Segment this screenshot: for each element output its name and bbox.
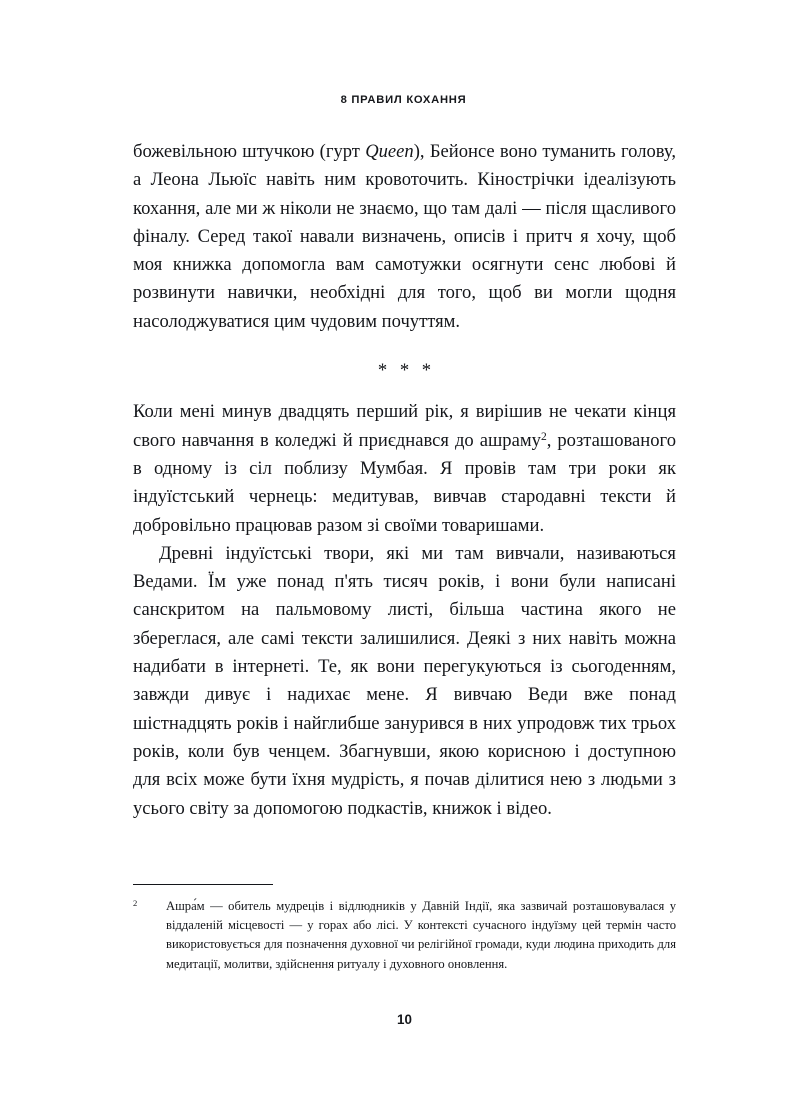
footnote xyxy=(133,897,676,973)
section-break-ornament: * * * xyxy=(377,360,436,382)
footnote-text: Ашра́м — обитель мудреців і відлюдників у Давній Індії, яка зазвичай розташовувалася у віддаленій місцевості — у горах або лісі. У контексті сучасного індуїзму цей термін часто використовується для позначення духовної чи релігійної громади, куди людина приходить для медитації, молитви, здійснення ритуалу і духовного оновлення. xyxy=(166,899,676,971)
footnote-zone xyxy=(133,884,676,974)
band-name-italic: Queen xyxy=(365,141,414,162)
paragraph-1-part-a: божевільною штучкою (гурт xyxy=(133,141,366,162)
paragraph-2-part-a: Коли мені минув двадцять перший рік, я вирішив не чекати кінця свого навчання в коледжі й приєднався до ашраму xyxy=(133,401,676,451)
paragraph-2-part-b: , розташованого в одному із сіл поблизу Мумбая. Я провів там три роки як індуїстський чернець: медитував, вивчав стародавні тексти й добровільно працював разом зі своїми товаришами. xyxy=(133,429,677,536)
paragraph-1-part-b: ), Бейонсе воно туманить голову, а Леона Льюїс навіть ним кровоточить. Кінострічки ідеалізують кохання, але ми ж ніколи не знаємо, що там далі — після щасливого фіналу. Серед такої навали визначень, описів і притч я хочу, щоб моя книжка допомогла вам самотужки осягнути сенс любові й розвинути навички, необхідні для того, щоб ви могли щодня насолоджуватися цим чудовим почуттям. xyxy=(133,141,676,332)
footnote-reference-marker: 2 xyxy=(540,430,547,443)
body-text-block xyxy=(133,138,676,823)
page-number: 10 xyxy=(397,1012,412,1027)
paragraph-continuation xyxy=(133,138,676,336)
running-head: 8 ПРАВИЛ КОХАННЯ xyxy=(340,94,467,106)
paragraph-2 xyxy=(133,398,676,539)
footnote-number: 2 xyxy=(133,898,138,909)
footnote-separator-rule xyxy=(133,884,273,885)
paragraph-3: Древні індуїстські твори, які ми там вивчали, називаються Ведами. Їм уже понад п'ять тисяч років, і вони були написані санскритом на пальмовому листі, більша частина якого не збереглася, але самі тексти залишилися. Деякі з них навіть можна надибати в інтернеті. Те, як вони перегукуються із сьогоденням, завжди дивує і надихає мене. Я вивчаю Веди вже понад шістнадцять років і найглибше занурився в них упродовж тих трьох років, коли був ченцем. Збагнувши, якою корисною і доступною для всіх може бути їхня мудрість, я почав ділитися нею з людьми з усього світу за допомогою подкастів, книжок і відео. xyxy=(133,542,676,819)
